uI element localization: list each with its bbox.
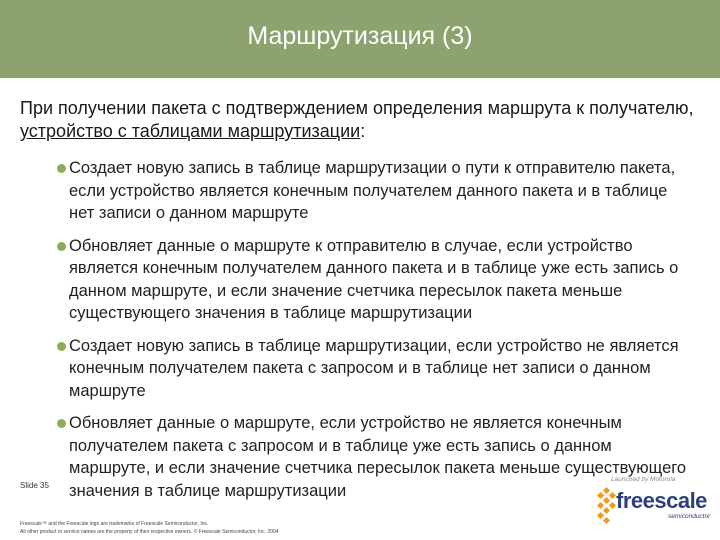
bullet-dot-icon [57,164,66,173]
trademark-line-1: Freescale™ and the Freescale logo are trademarks of Freescale Semiconductor, Inc. [20,521,209,527]
slide-number: Slide 35 [20,481,49,490]
bullet-text: Обновляет данные о маршруте к отправителю в случае, если устройство является конечным получателем данного пакета и в таблице уже есть запись о данном маршруте, и если значение счетчика пересылок пакета меньше существующего значения в таблице маршрутизации [69,236,679,322]
intro-underlined-text: устройство с таблицами маршрутизации [20,121,361,141]
logo-sub-text: semiconductor [668,513,711,520]
bullet-text: Обновляет данные о маршруте, если устройство не является конечным получателем пакета с запросом и в таблице уже есть запись о данном маршруте, и если значение счетчика пересылок пакета меньше существующего значения в таблице маршрутизации [69,414,687,500]
bullet-list [55,157,695,502]
bullet-item [55,235,695,325]
logo-tagline: Launched by Motorola [611,476,676,483]
bullet-text: Создает новую запись в таблице маршрутизации о пути к отправителю пакета, если устройство является конечным получателем данного пакета и в таблице нет записи о данном маршруте [69,159,676,222]
slide-title: Маршрутизация (3) [247,22,473,50]
bullet-text: Создает новую запись в таблице маршрутизации, если устройство не является конечным получателем пакета с запросом и в таблице нет записи о данном маршруте [69,336,679,400]
trademark-line-2: All other product or service names are the property of their respective owners. © Freescale Semiconductor, Inc. 2004 [20,529,279,535]
intro-paragraph [20,97,710,143]
bullet-item [55,335,695,403]
bullet-dot-icon [57,342,66,351]
freescale-mark-icon [594,486,618,526]
bullet-dot-icon [57,242,66,251]
freescale-logo [594,484,712,530]
intro-colon: : [360,121,366,141]
intro-text: При получении пакета с подтверждением определения маршрута к получателю, [20,98,694,118]
bullet-item [55,157,695,225]
logo-brand-text: freescale [616,488,707,513]
bullet-dot-icon [57,419,66,428]
